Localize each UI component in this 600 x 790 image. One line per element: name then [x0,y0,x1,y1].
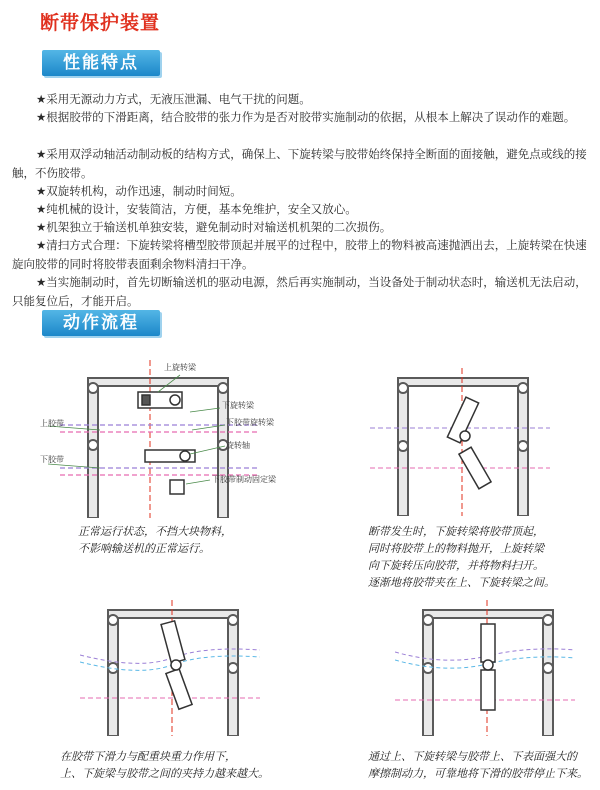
section-performance-label: 性能特点 [42,50,160,76]
feature-item: ★当实施制动时，首先切断输送机的驱动电源，然后再实施制动，当设备处于制动状态时，输送机无法启动，只能复位后，才能开启。 [12,275,587,308]
diagram-belt-stopped [395,600,575,736]
diagram-normal-state [30,350,300,518]
caption-step4 [368,748,600,782]
feature-item: ★纯机械的设计，安装简洁，方便，基本免维护，安全又放心。 [36,202,357,216]
caption-step3 [60,748,360,782]
caption-line: 摩擦制动力，可靠地将下滑的胶带停止下来。 [368,767,588,780]
caption-line: 在胶带下滑力与配重块重力作用下， [60,750,236,763]
label-lower-belt-beam: 下胶带旋转梁 [226,418,274,427]
caption-step1 [78,523,308,557]
caption-line: 正常运行状态，不挡大块物料， [78,525,232,538]
feature-item: ★机架独立于输送机单独安装，避免制动时对输送机机架的二次损伤。 [36,220,392,234]
label-pivot: 旋转轴 [226,441,250,450]
feature-item: ★采用无源动力方式，无液压泄漏、电气干扰的问题。 [36,92,311,106]
label-lower-beam: 下旋转梁 [222,401,254,410]
diagram-break-occurs [370,368,550,516]
diagram-clamping-increase [80,600,260,736]
page-title: 断带保护装置 [40,12,161,34]
label-upper-belt: 上胶带 [40,419,64,428]
caption-line: 同时将胶带上的物料抛开，上旋转梁 [368,542,544,555]
feature-item: ★采用双浮动轴活动制动板的结构方式，确保上、下旋转梁与胶带始终保持全断面的面接触，避免点或线的接触，不伤胶带。 [12,147,587,180]
caption-step2 [368,523,598,591]
label-lower-belt: 下胶带 [40,455,64,464]
section-process-label: 动作流程 [42,310,160,336]
caption-line: 向下旋转压向胶带，并将物料扫开。 [368,559,544,572]
caption-line: 逐渐地将胶带夹在上、下旋转梁之间。 [368,576,555,589]
feature-item: ★根据胶带的下滑距离，结合胶带的张力作为是否对胶带实施制动的依据，从根本上解决了误动作的难题。 [36,110,576,124]
caption-line: 上、下旋梁与胶带之间的夹持力越来越大。 [60,767,269,780]
feature-item: ★双旋转机构，动作迅速，制动时间短。 [36,184,242,198]
label-upper-beam: 上旋转梁 [164,363,196,372]
caption-line: 通过上、下旋转梁与胶带上、下表面强大的 [368,750,577,763]
feature-item: ★清扫方式合理：下旋转梁将槽型胶带顶起并展平的过程中，胶带上的物料被高速抛洒出去，上旋转梁在快速旋向胶带的同时将胶带表面剩余物料清扫干净。 [12,238,587,271]
caption-line: 断带发生时，下旋转梁将胶带顶起， [368,525,544,538]
caption-line: 不影响输送机的正常运行。 [78,542,210,555]
label-fixed-beam: 下胶带制动固定梁 [212,475,276,484]
